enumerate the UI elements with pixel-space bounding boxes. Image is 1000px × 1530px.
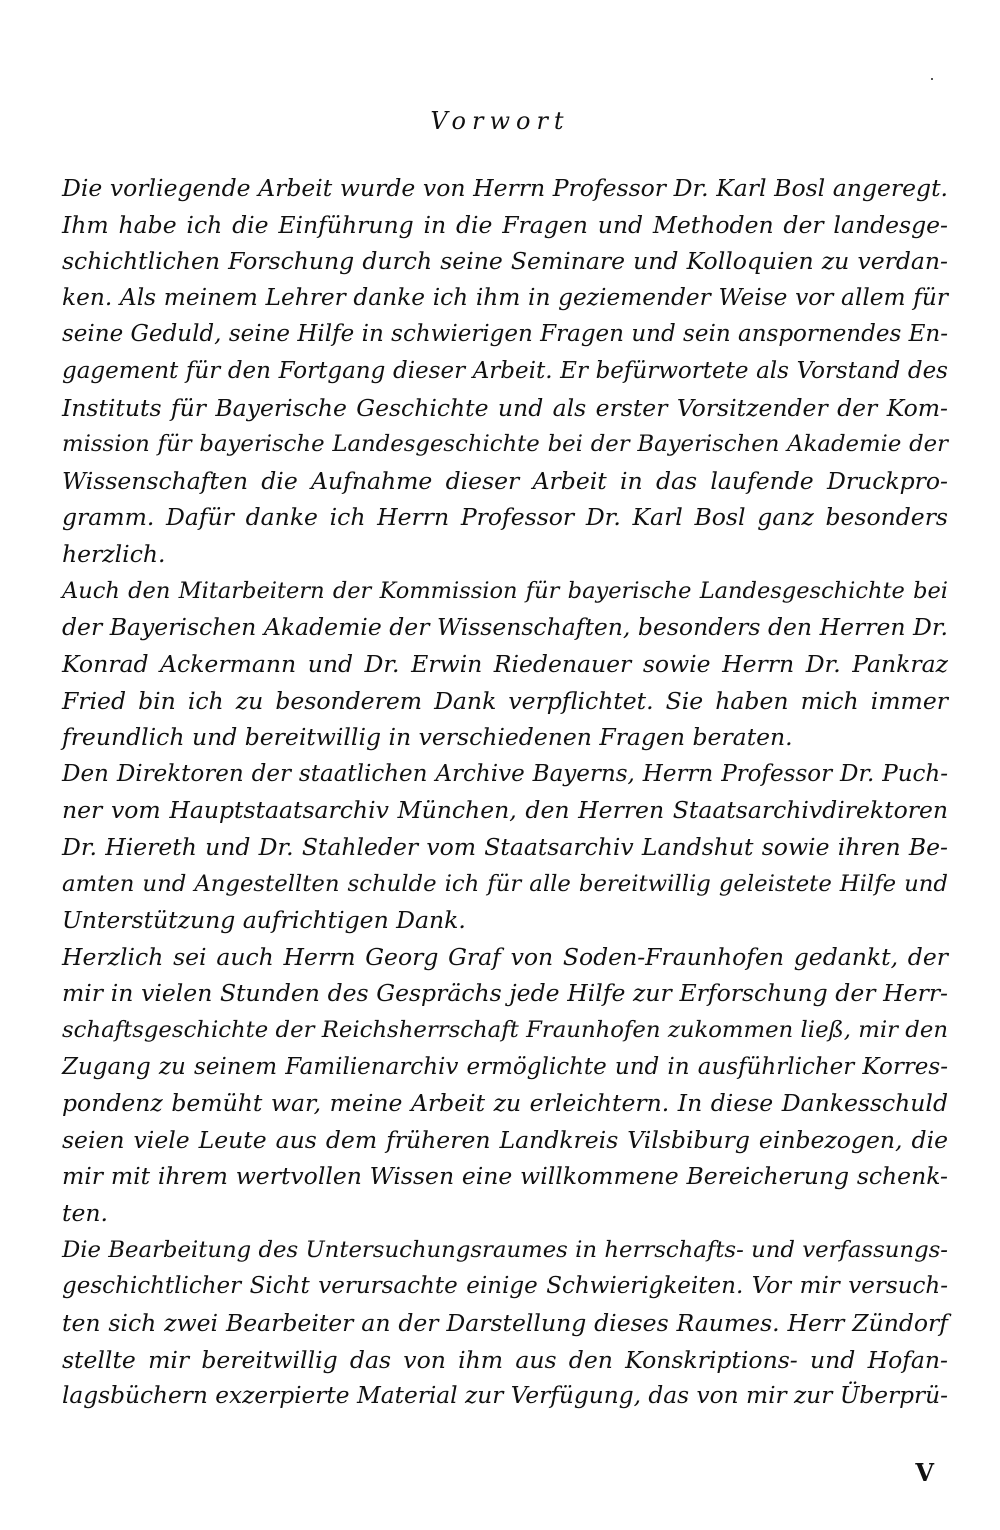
text-line: seien viele Leute aus dem früheren Landkreis Vilsbiburg einbezogen, die xyxy=(62,1125,948,1154)
text-line: Die Bearbeitung des Untersuchungsraumes in herrschafts- und verfassungs- xyxy=(62,1236,948,1263)
text-line: Den Direktoren der staatlichen Archive Bayerns, Herrn Professor Dr. Puch- xyxy=(62,760,948,787)
text-line: gagement für den Fortgang dieser Arbeit. Er befürwortete als Vorstand des xyxy=(62,358,948,385)
text-line: ten. xyxy=(62,1199,108,1228)
text-line: stellte mir bereitwillig das von ihm aus den Konskriptions- und Hofan- xyxy=(62,1345,948,1374)
text-line: Die vorliegende Arbeit wurde von Herrn Professor Dr. Karl Bosl angeregt. xyxy=(62,174,948,202)
text-line: ner vom Hauptstaatsarchiv München, den Herren Staatsarchivdirektoren xyxy=(62,796,948,825)
text-line: Ihm habe ich die Einführung in die Fragen und Methoden der landesge- xyxy=(62,210,948,239)
text-line: amten und Angestellten schulde ich für alle bereitwillig geleistete Hilfe und xyxy=(62,870,948,897)
text-line: Herzlich sei auch Herrn Georg Graf von Soden-Fraunhofen gedankt, der xyxy=(62,942,948,971)
text-line: ken. Als meinem Lehrer danke ich ihm in geziemender Weise vor allem für xyxy=(62,283,948,311)
text-line: freundlich und bereitwillig in verschiedenen Fragen beraten. xyxy=(62,723,793,752)
text-line: Wissenschaften die Aufnahme dieser Arbeit in das laufende Druckpro- xyxy=(62,466,948,495)
text-line: der Bayerischen Akademie der Wissenschaften, besonders den Herren Dr. xyxy=(62,613,948,642)
text-line: geschichtlicher Sicht verursachte einige Schwierigkeiten. Vor mir versuch- xyxy=(62,1273,948,1300)
text-line: Fried bin ich zu besonderem Dank verpflichtet. Sie haben mich immer xyxy=(62,686,948,715)
text-line: Auch den Mitarbeitern der Kommission für bayerische Landesgeschichte bei xyxy=(62,577,948,604)
text-line: mir in vielen Stunden des Gesprächs jede Hilfe zur Erforschung der Herr- xyxy=(62,979,948,1008)
text-line: Dr. Hiereth und Dr. Stahleder vom Staatsarchiv Landshut sowie ihren Be- xyxy=(62,832,948,861)
text-line: lagsbüchern exzerpierte Material zur Verfügung, das von mir zur Überprü- xyxy=(62,1382,948,1410)
text-line: seine Geduld, seine Hilfe in schwierigen Fragen und sein anspornendes En- xyxy=(62,321,948,348)
text-line: mission für bayerische Landesgeschichte bei der Bayerischen Akademie der xyxy=(62,431,948,458)
scan-speck xyxy=(931,78,933,80)
text-line: schaftsgeschichte der Reichsherrschaft Fraunhofen zukommen ließ, mir den xyxy=(62,1017,948,1044)
text-line: Konrad Ackermann und Dr. Erwin Riedenauer sowie Herrn Dr. Pankraz xyxy=(62,649,948,678)
text-line: gramm. Dafür danke ich Herrn Professor Dr. Karl Bosl ganz besonders xyxy=(62,503,948,532)
page-title: Vorwort xyxy=(430,107,570,135)
preface-body xyxy=(62,170,948,1415)
text-line: schichtlichen Forschung durch seine Seminare und Kolloquien zu verdan- xyxy=(62,247,948,276)
text-line: herzlich. xyxy=(62,540,166,569)
text-line: ten sich zwei Bearbeiter an der Darstellung dieses Raumes. Herr Zündorf xyxy=(62,1308,948,1337)
text-line: Unterstützung aufrichtigen Dank. xyxy=(62,906,466,935)
text-line: Zugang zu seinem Familienarchiv ermöglichte und in ausführlicher Korres- xyxy=(62,1053,948,1080)
text-line: Instituts für Bayerische Geschichte und als erster Vorsitzender der Kom- xyxy=(62,393,948,422)
text-line: mir mit ihrem wertvollen Wissen eine willkommene Bereicherung schenk- xyxy=(62,1162,948,1191)
page-number: V xyxy=(915,1458,934,1487)
text-line: pondenz bemüht war, meine Arbeit zu erleichtern. In diese Dankesschuld xyxy=(62,1089,948,1118)
